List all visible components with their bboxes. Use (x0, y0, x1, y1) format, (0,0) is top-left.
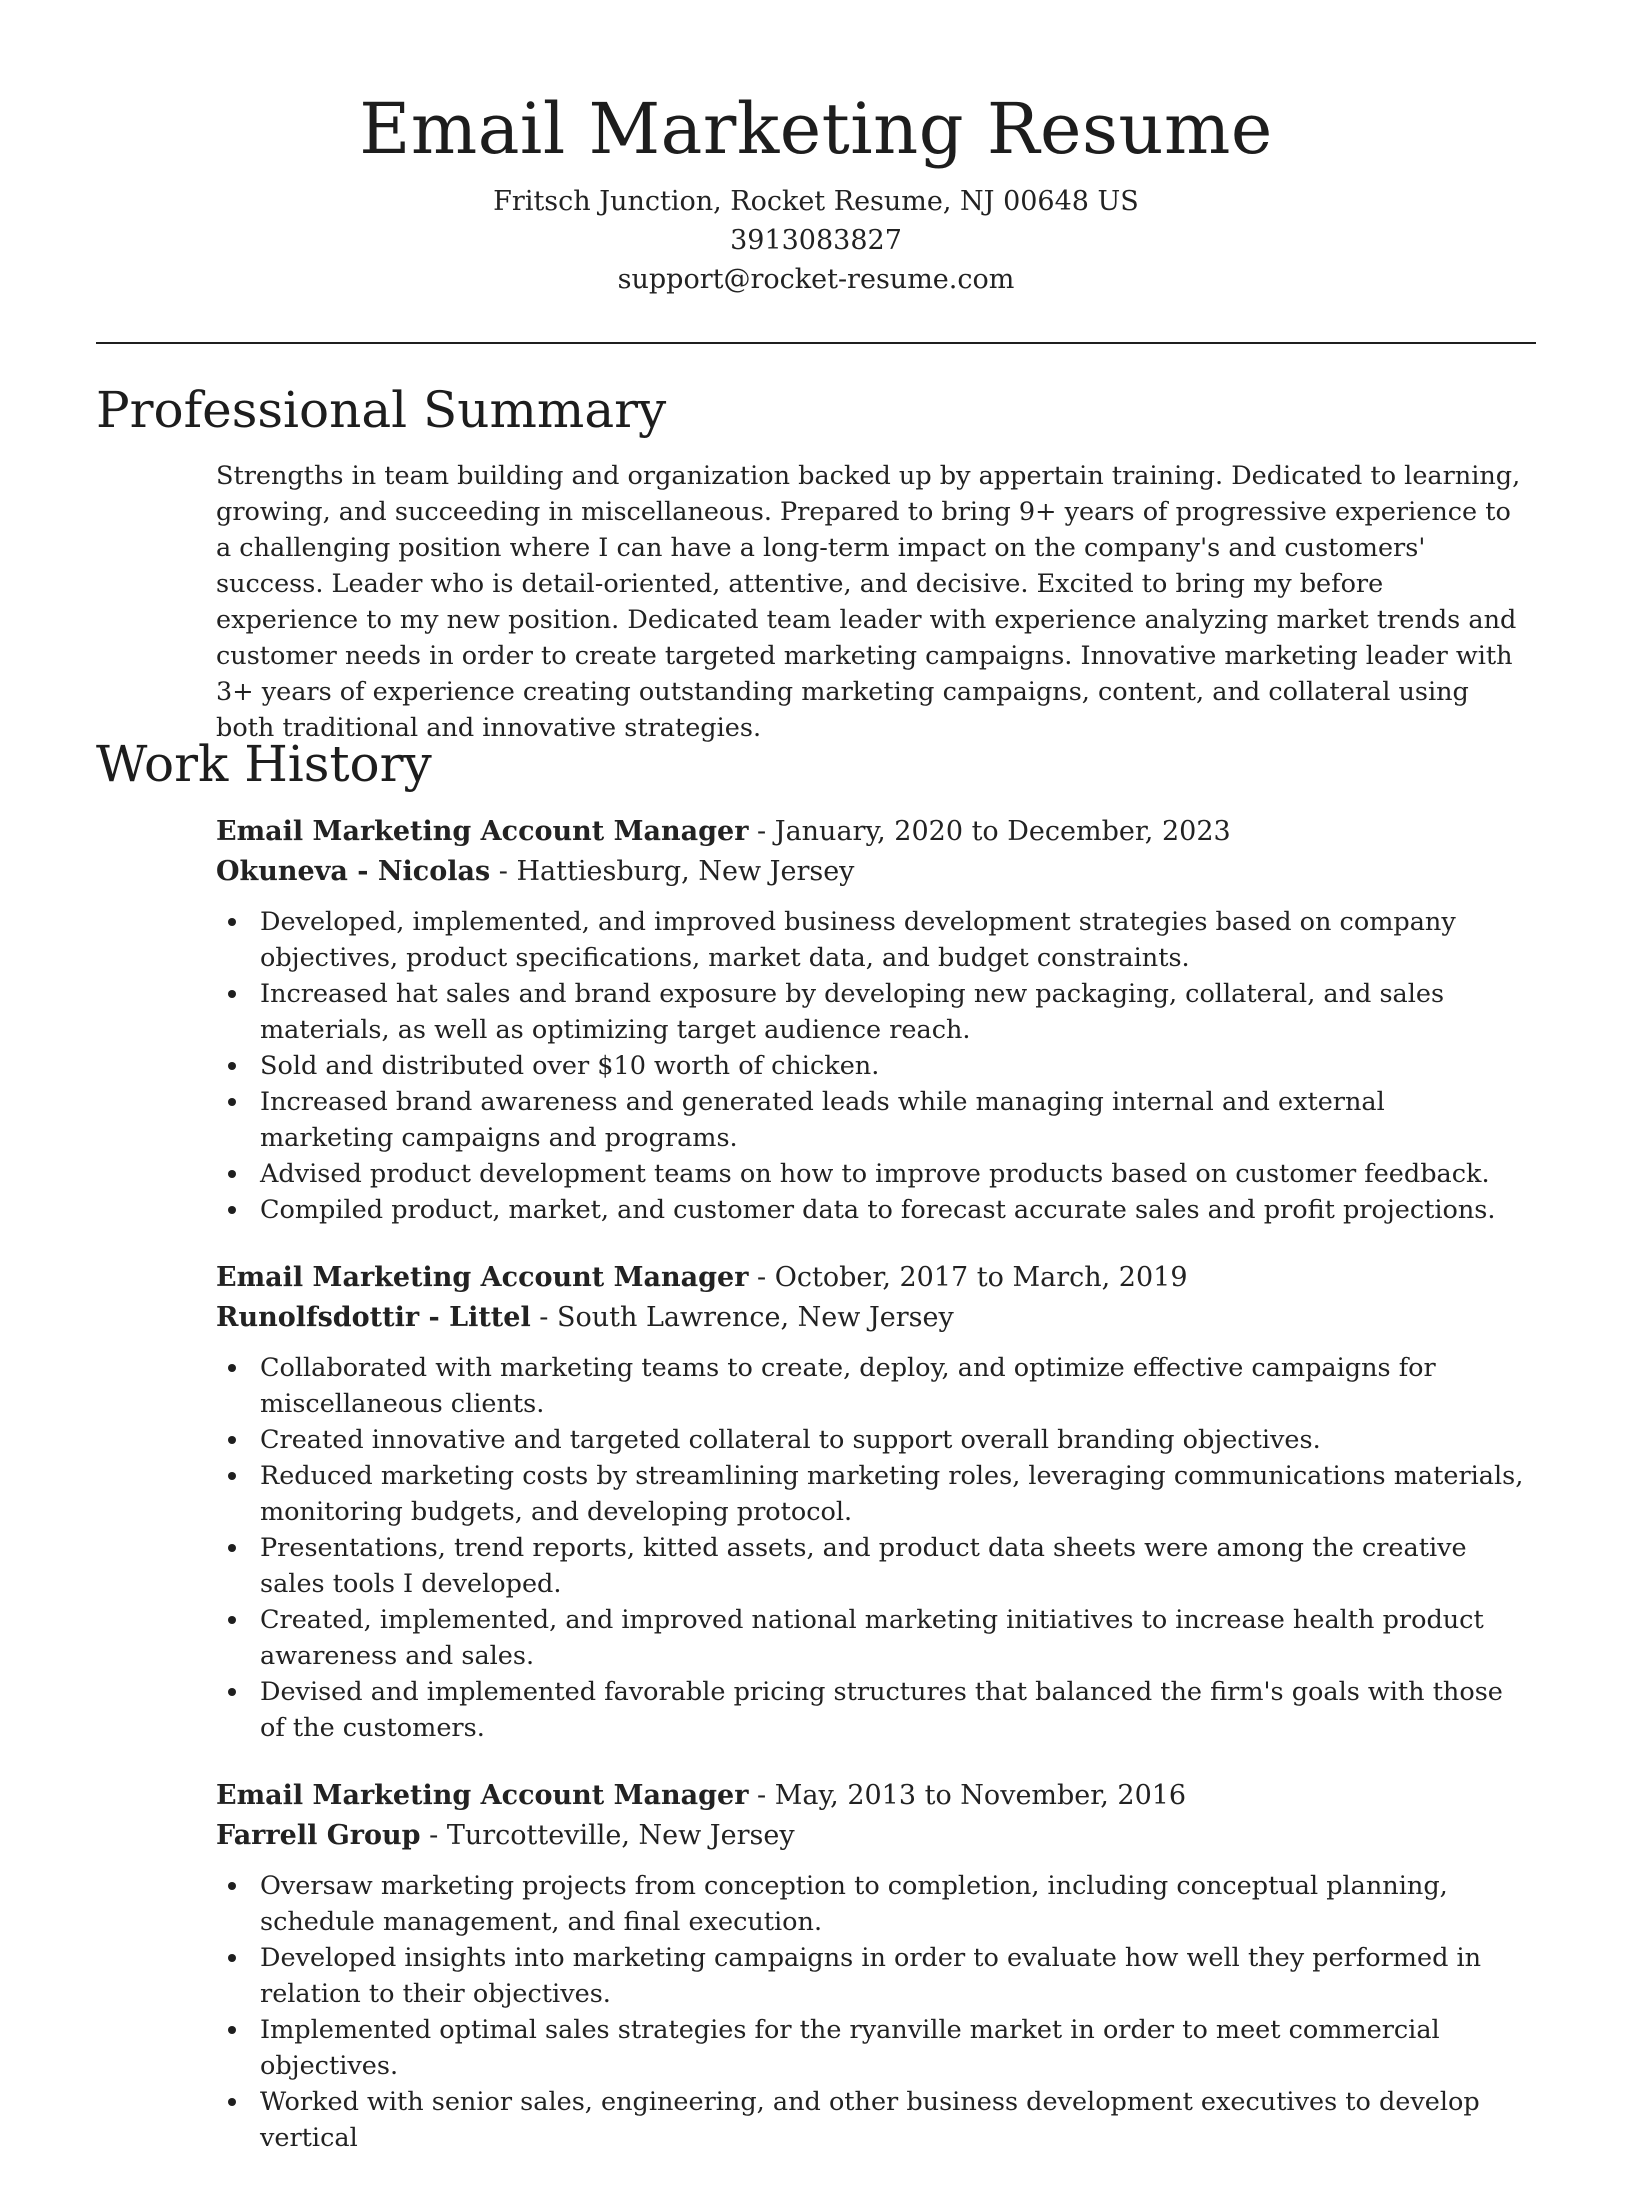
bullet-dot (228, 2098, 236, 2106)
bullet-dot (228, 1098, 236, 1106)
resume-header (0, 0, 1632, 299)
job-dates: October, 2017 to March, 2019 (774, 1262, 1188, 1293)
contact-block (0, 182, 1632, 299)
job-entry (216, 1258, 1526, 1746)
job-bullet: Developed insights into marketing campaigns in order to evaluate how well they performed in relation to their objectives. (260, 1940, 1526, 2012)
summary-text: Strengths in team building and organization backed up by appertain training. Dedicated to learning, growing, and succeeding in miscellaneous. Prepared to bring 9+ years of progressive experience to a challenging position where I can have a long-term impact on the company's and customers' success. Leader who is detail-oriented, attentive, and decisive. Excited to bring my before experience to my new position. Dedicated team leader with experience analyzing market trends and customer needs in order to create targeted marketing campaigns. Innovative marketing leader with 3+ years of experience creating outstanding marketing campaigns, content, and collateral using both traditional and innovative strategies. (216, 461, 1521, 743)
job-location: Hattiesburg, New Jersey (516, 856, 855, 887)
bullet-dot (228, 2026, 236, 2034)
bullet-dot (228, 990, 236, 998)
job-bullets (216, 1868, 1526, 2156)
bullet-dot (228, 1364, 236, 1372)
header-divider (96, 342, 1536, 344)
job-company: Okuneva - Nicolas (216, 856, 491, 887)
job-title-line: Email Marketing Account Manager - January, 2020 to December, 2023 (216, 816, 1231, 847)
job-bullet: Collaborated with marketing teams to create, deploy, and optimize effective campaigns for miscellaneous clients. (260, 1350, 1526, 1422)
job-bullets (216, 904, 1526, 1228)
work-history-section (216, 812, 1526, 2186)
job-bullet: Worked with senior sales, engineering, and other business development executives to develop vertical (260, 2084, 1526, 2156)
bullet-dot (228, 1882, 236, 1890)
job-bullet: Increased brand awareness and generated leads while managing internal and external marketing campaigns and programs. (260, 1084, 1526, 1156)
bullet-dot (228, 1688, 236, 1696)
job-bullet: Oversaw marketing projects from conception to completion, including conceptual planning, schedule management, and final execution. (260, 1868, 1526, 1940)
job-dates: January, 2020 to December, 2023 (774, 816, 1231, 847)
contact-email: support@rocket-resume.com (617, 264, 1015, 295)
job-bullet: Compiled product, market, and customer data to forecast accurate sales and profit projections. (260, 1192, 1526, 1228)
job-bullet: Developed, implemented, and improved business development strategies based on company objectives, product specifications, market data, and budget constraints. (260, 904, 1526, 976)
job-company-line: Okuneva - Nicolas - Hattiesburg, New Jersey (216, 856, 855, 887)
job-title: Email Marketing Account Manager (216, 1262, 749, 1293)
work-history-heading: Work History (96, 735, 432, 793)
job-bullet: Increased hat sales and brand exposure by developing new packaging, collateral, and sales materials, as well as optimizing target audience reach. (260, 976, 1526, 1048)
bullet-dot (228, 1616, 236, 1624)
contact-phone: 3913083827 (730, 225, 902, 256)
bullet-dot (228, 1954, 236, 1962)
job-title: Email Marketing Account Manager (216, 816, 749, 847)
contact-address: Fritsch Junction, Rocket Resume, NJ 00648 US (493, 186, 1139, 217)
job-bullet: Presentations, trend reports, kitted assets, and product data sheets were among the creative sales tools I developed. (260, 1530, 1526, 1602)
bullet-dot (228, 1062, 236, 1070)
job-bullet: Created, implemented, and improved national marketing initiatives to increase health product awareness and sales. (260, 1602, 1526, 1674)
job-location: Turcotteville, New Jersey (446, 1820, 795, 1851)
job-entry (216, 812, 1526, 1228)
job-bullet: Created innovative and targeted collateral to support overall branding objectives. (260, 1422, 1526, 1458)
job-company: Runolfsdottir - Littel (216, 1302, 531, 1333)
job-bullets (216, 1350, 1526, 1746)
job-dates: May, 2013 to November, 2016 (774, 1780, 1187, 1811)
job-company-line: Runolfsdottir - Littel - South Lawrence, New Jersey (216, 1302, 954, 1333)
bullet-dot (228, 1472, 236, 1480)
bullet-dot (228, 1170, 236, 1178)
bullet-dot (228, 918, 236, 926)
job-bullet: Sold and distributed over $10 worth of chicken. (260, 1048, 1526, 1084)
job-bullet: Reduced marketing costs by streamlining marketing roles, leveraging communications materials, monitoring budgets, and developing protocol. (260, 1458, 1526, 1530)
job-title-line: Email Marketing Account Manager - May, 2013 to November, 2016 (216, 1780, 1187, 1811)
resume-title: Email Marketing Resume (359, 88, 1273, 170)
bullet-dot (228, 1206, 236, 1214)
job-company: Farrell Group (216, 1820, 421, 1851)
job-bullet: Implemented optimal sales strategies for the ryanville market in order to meet commercial objectives. (260, 2012, 1526, 2084)
job-bullet: Advised product development teams on how to improve products based on customer feedback. (260, 1156, 1526, 1192)
job-entry (216, 1776, 1526, 2156)
bullet-dot (228, 1436, 236, 1444)
job-bullet: Devised and implemented favorable pricing structures that balanced the firm's goals with those of the customers. (260, 1674, 1526, 1746)
job-title-line: Email Marketing Account Manager - October, 2017 to March, 2019 (216, 1262, 1188, 1293)
job-location: South Lawrence, New Jersey (557, 1302, 954, 1333)
bullet-dot (228, 1544, 236, 1552)
summary-section (216, 458, 1526, 746)
summary-heading: Professional Summary (96, 381, 667, 439)
job-company-line: Farrell Group - Turcotteville, New Jersey (216, 1820, 795, 1851)
job-title: Email Marketing Account Manager (216, 1780, 749, 1811)
